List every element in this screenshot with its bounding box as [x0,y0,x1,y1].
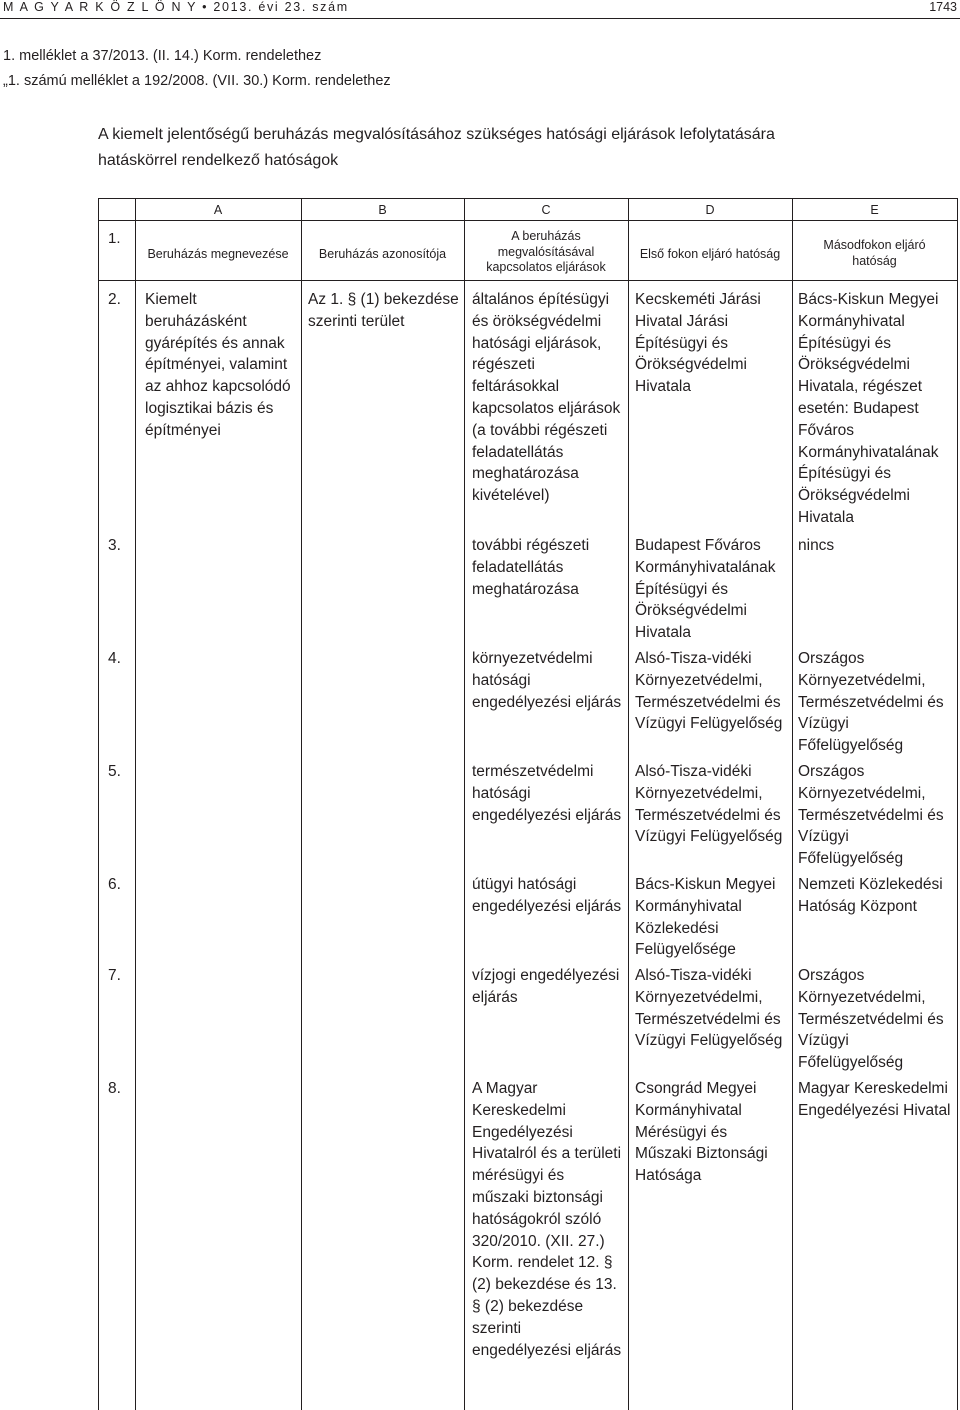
cell-first-instance-authority: Budapest Főváros Kormányhivatalának Építésügyi és Örökségvédelmi Hivatala [635,537,776,642]
cell-second-instance-authority: Országos Környezetvédelmi, Természetvédelmi és Vízügyi Főfelügyelőség [798,650,944,755]
table-border-right [957,198,958,1410]
annex-reference-line-2: „1. számú melléklet a 192/2008. (VII. 30.) Korm. rendelethez [3,73,391,89]
annex-reference-line-1: 1. melléklet a 37/2013. (II. 14.) Korm. rendelethez [3,48,322,64]
header-second-instance-authority: Másodfokon eljáró hatóság [823,238,926,268]
cell-procedure: A Magyar Kereskedelmi Engedélyezési Hivatalról és a területi mérésügyi és műszaki biztonsági hatóságokról szóló 320/2010. (XII. 27.) Korm. rendelet 12. § (2) bekezdése és 13. § (2) bekezdése szerinti engedélyezési eljárás [472,1080,622,1359]
letter-row-rule [98,220,958,221]
row-number: 4. [108,650,121,667]
cell-first-instance-authority: Kecskeméti Járási Hivatal Járási Építésügyi és Örökségvédelmi Hivatala [635,291,761,396]
header-first-instance-authority: Első fokon eljáró hatóság [639,247,781,261]
header-rule [0,18,960,19]
cell-procedure: környezetvédelmi hatósági engedélyezési eljárás [472,650,622,711]
header-procedures: A beruházás megvalósításával kapcsolatos eljárások [486,229,606,274]
cell-procedure: további régészeti feladatellátás meghatározása [472,537,590,598]
column-rule-e [792,198,793,1410]
cell-first-instance-authority: Alsó-Tisza-vidéki Környezetvédelmi, Természetvédelmi és Vízügyi Felügyelőség [635,763,783,846]
column-rule-b [301,198,302,1410]
cell-procedure: vízjogi engedélyezési eljárás [472,967,620,1006]
column-letter-a: A [213,203,223,217]
cell-first-instance-authority: Bács-Kiskun Megyei Kormányhivatal Közlekedési Felügyelősége [635,876,776,959]
cell-second-instance-authority: Bács-Kiskun Megyei Kormányhivatal Építésügyi és Örökségvédelmi Hivatala, régészet esetén: Budapest Főváros Kormányhivatalának Építésügyi és Örökségvédelmi Hivatala [798,291,939,526]
row-number: 5. [108,763,121,780]
cell-procedure: természetvédelmi hatósági engedélyezési eljárás [472,763,622,824]
table-border-top [98,198,958,199]
row-number: 2. [108,291,121,308]
header-row-rule [98,280,958,281]
column-letter-e: E [870,203,879,217]
column-rule-c [464,198,465,1410]
title-line-2: hatáskörrel rendelkező hatóságok [98,152,339,169]
cell-second-instance-authority: Országos Környezetvédelmi, Természetvédelmi és Vízügyi Főfelügyelőség [798,967,944,1072]
journal-header: M A G Y A R K Ö Z L Ö N Y • 2013. évi 23. szám [3,0,349,14]
authorities-table [98,198,958,1410]
column-letter-d: D [705,203,715,217]
cell-second-instance-authority: Országos Környezetvédelmi, Természetvédelmi és Vízügyi Főfelügyelőség [798,763,944,868]
cell-second-instance-authority: nincs [798,537,835,554]
header-project-name: Beruházás megnevezése [147,247,289,261]
page-number: 1743 [929,0,957,14]
column-rule-a [135,198,136,1410]
column-letter-b: B [378,203,387,217]
column-letter-c: C [541,203,551,217]
document-title [98,122,958,174]
running-header [0,0,960,20]
cell-procedure: általános építésügyi és örökségvédelmi hatósági eljárások, régészeti feltárásokkal kapcsolatos eljárások (a további régészeti feladatellátás meghatározása kivételével) [472,291,621,505]
row-number: 7. [108,967,121,984]
cell-second-instance-authority: Nemzeti Közlekedési Hatóság Központ [798,876,943,915]
column-rule-d [628,198,629,1410]
cell-procedure: útügyi hatósági engedélyezési eljárás [472,876,622,915]
row-number: 3. [108,537,121,554]
cell-first-instance-authority: Alsó-Tisza-vidéki Környezetvédelmi, Természetvédelmi és Vízügyi Felügyelőség [635,967,783,1050]
cell-first-instance-authority: Alsó-Tisza-vidéki Környezetvédelmi, Természetvédelmi és Vízügyi Felügyelőség [635,650,783,733]
row-number: 6. [108,876,121,893]
header-row-number: 1. [108,230,121,247]
cell-project-identifier: Az 1. § (1) bekezdése szerinti terület [308,291,459,330]
cell-first-instance-authority: Csongrád Megyei Kormányhivatal Mérésügyi és Műszaki Biztonsági Hatósága [635,1080,768,1185]
row-number: 8. [108,1080,121,1097]
table-border-left [98,198,99,1410]
header-project-identifier: Beruházás azonosítója [318,247,447,261]
cell-project-name: Kiemelt beruházásként gyárépítés és annak építményei, valamint az ahhoz kapcsolódó logisztikai bázis és építményei [145,291,291,439]
cell-second-instance-authority: Magyar Kereskedelmi Engedélyezési Hivatal [798,1080,951,1119]
title-line-1: A kiemelt jelentőségű beruházás megvalósításához szükséges hatósági eljárások lefolytatására [98,126,775,143]
